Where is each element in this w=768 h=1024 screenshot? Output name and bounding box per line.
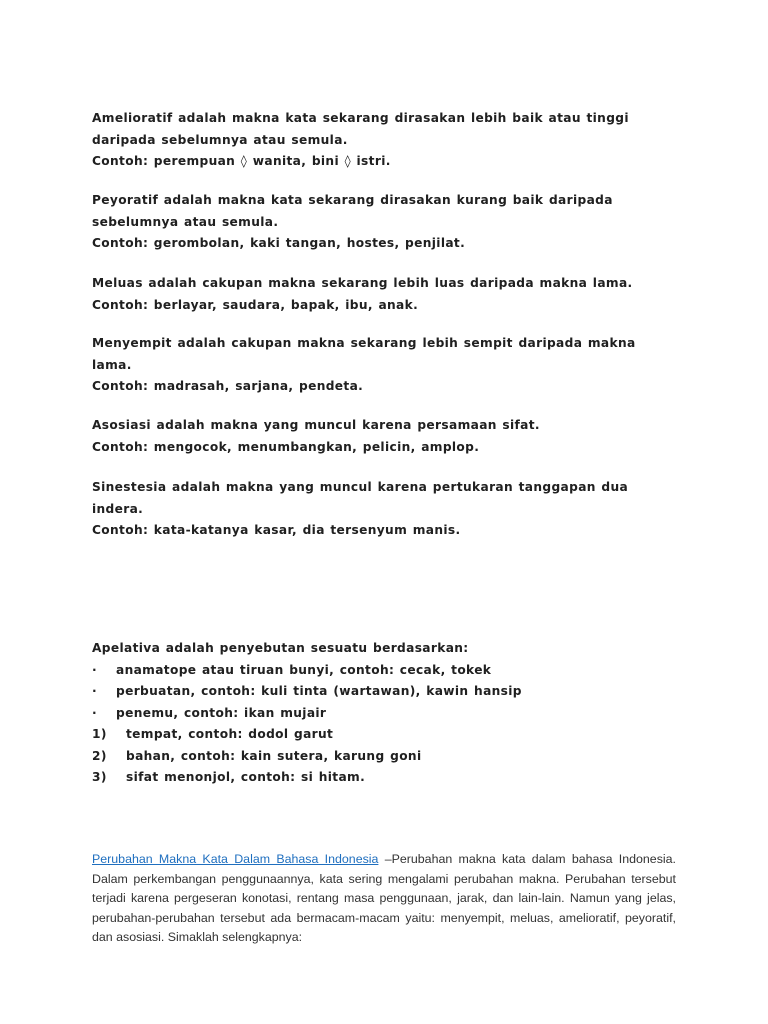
definition-text: Amelioratif adalah makna kata sekarang dirasakan lebih baik atau tinggi daripada sebelumnya atau semula.: [92, 111, 629, 147]
numbered-item: [92, 724, 652, 746]
numbered-item: [92, 746, 652, 768]
numbered-item: [92, 767, 652, 789]
section-menyempit: [92, 333, 652, 398]
bullet-marker: ·: [92, 705, 97, 720]
numbered-text: sifat menonjol, contoh: si hitam.: [126, 770, 366, 784]
number-marker: 2): [92, 748, 107, 763]
article-intro-paragraph: [92, 850, 676, 948]
number-marker: 1): [92, 727, 107, 741]
bullet-text: perbuatan, contoh: kuli tinta (wartawan), kawin hansip: [116, 684, 522, 698]
example-text: Contoh: madrasah, sarjana, pendeta.: [92, 379, 364, 393]
definition-text: Peyoratif adalah makna kata sekarang dirasakan kurang baik daripada sebelumnya atau semula.: [92, 193, 613, 229]
definition-text: Sinestesia adalah makna yang muncul karena pertukaran tanggapan dua indera.: [92, 480, 629, 516]
example-text: Contoh: kata-katanya kasar, dia tersenyum manis.: [92, 523, 461, 537]
example-text: Contoh: berlayar, saudara, bapak, ibu, anak.: [92, 297, 419, 312]
apelativa-intro: Apelativa adalah penyebutan sesuatu berdasarkan:: [92, 641, 469, 655]
bullet-item: [92, 703, 652, 725]
article-intro-text: –Perubahan makna kata dalam bahasa Indonesia. Dalam perkembangan penggunaannya, kata sering mengalami perubahan makna. Perubahan tersebut terjadi karena pergeseran konotasi, rentang masa penggunaan, jarak, dan lain-lain. Namun yang jelas, perubahan-perubahan tersebut ada bermacam-macam yaitu: menyempit, meluas, amelioratif, peyoratif, dan asosiasi. Simaklah selengkapnya:: [92, 852, 676, 945]
bullet-item: [92, 660, 652, 682]
section-amelioratif: [92, 108, 652, 173]
section-peyoratif: [92, 190, 652, 255]
number-marker: 3): [92, 770, 107, 784]
example-text: Contoh: mengocok, menumbangkan, pelicin, amplop.: [92, 439, 480, 454]
bullet-text: anamatope atau tiruan bunyi, contoh: cecak, tokek: [116, 662, 492, 677]
bullet-item: [92, 681, 652, 703]
section-sinestesia: [92, 477, 652, 542]
definition-text: Meluas adalah cakupan makna sekarang lebih luas daripada makna lama.: [92, 276, 633, 290]
definition-text: Asosiasi adalah makna yang muncul karena persamaan sifat.: [92, 418, 540, 432]
section-meluas: [92, 273, 652, 316]
bullet-marker: ·: [92, 662, 97, 677]
bullet-marker: ·: [92, 684, 97, 698]
section-asosiasi: [92, 415, 652, 458]
numbered-text: tempat, contoh: dodol garut: [126, 727, 334, 741]
article-title-link[interactable]: Perubahan Makna Kata Dalam Bahasa Indonesia: [92, 852, 379, 867]
example-text: Contoh: gerombolan, kaki tangan, hostes, penjilat.: [92, 236, 466, 250]
example-text: Contoh: perempuan ◊ wanita, bini ◊ istri.: [92, 154, 391, 168]
definition-text: Menyempit adalah cakupan makna sekarang lebih sempit daripada makna lama.: [92, 336, 636, 372]
section-apelativa: [92, 638, 652, 789]
bullet-text: penemu, contoh: ikan mujair: [116, 705, 327, 720]
numbered-text: bahan, contoh: kain sutera, karung goni: [126, 748, 422, 763]
